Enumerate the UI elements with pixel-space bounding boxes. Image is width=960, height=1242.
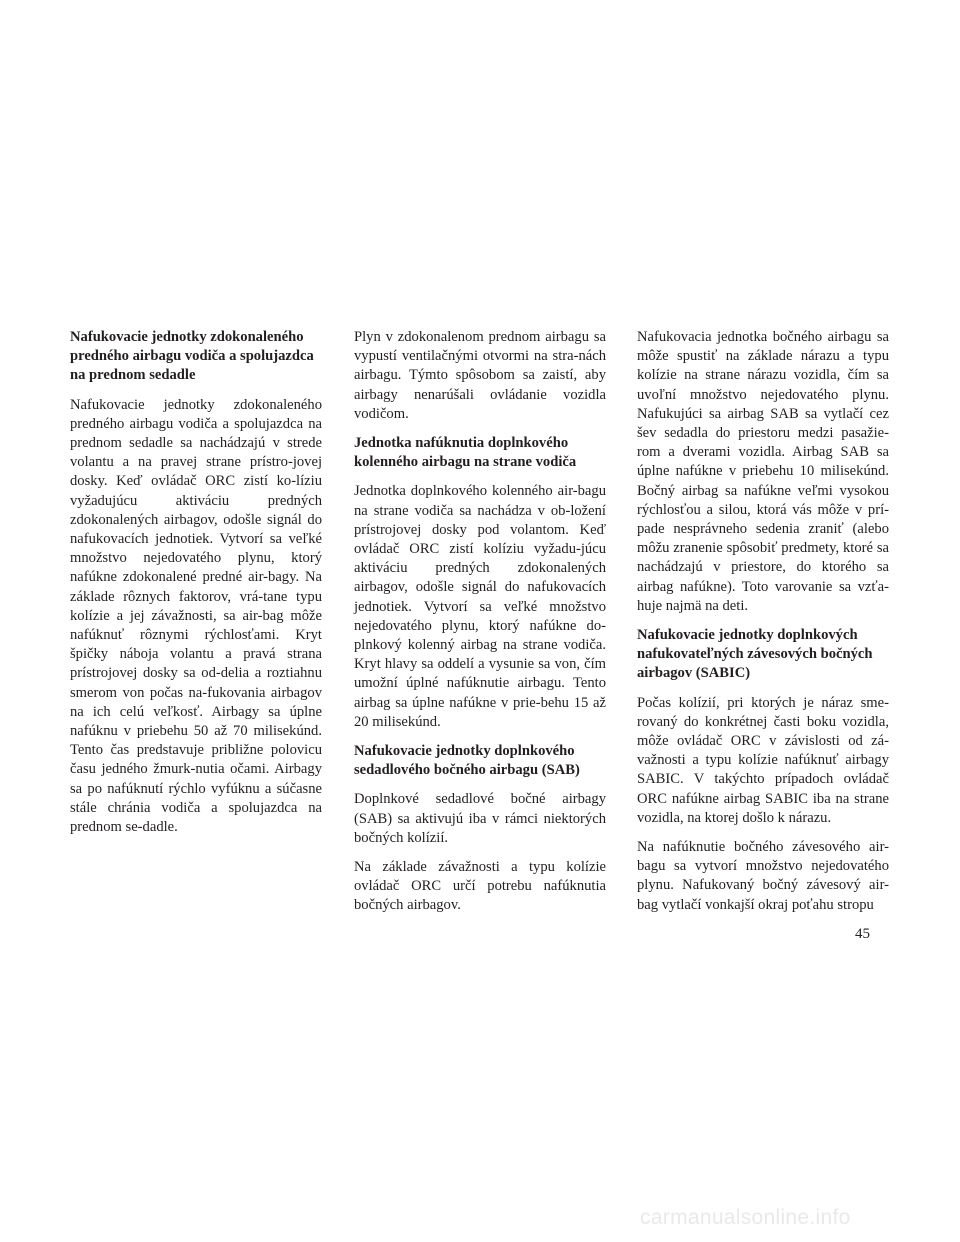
body-paragraph: Na nafúknutie bočného závesového air-bagu sa vytvorí množstvo nejedovatého plynu. Nafukovaný bočný závesový air-bag vytlačí vonkajší okraj poťahu stropu bbox=[637, 839, 889, 913]
body-paragraph: Doplnkové sedadlové bočné airbagy (SAB) sa aktivujú iba v rámci niektorých bočných kolízií. bbox=[354, 791, 606, 846]
section-heading: Nafukovacie jednotky doplnkového sedadlového bočného airbagu (SAB) bbox=[354, 743, 580, 779]
text-column-1 bbox=[70, 328, 322, 847]
body-paragraph: Nafukovacia jednotka bočného airbagu sa môže spustiť na základe nárazu a typu kolízie na strane nárazu vozidla, čím sa uvoľní množstvo nejedovatého plynu. Nafukujúci sa airbag SAB sa vytlačí cez šev sedadla do priestoru medzi pasažie-rom a dverami vozidla. Airbag SAB sa úplne nafúkne v priebehu 10 milisekúnd. Bočný airbag sa nafúkne veľmi vysokou rýchlosťou a silou, ktorá vás môže v prí-pade nesprávneho sedenia zraniť (alebo môžu zranenie spôsobiť predmety, ktoré sa nachádzajú v priestore, do ktorého sa airbag nafúkne). Toto varovanie sa vzťa-huje najmä na deti. bbox=[637, 329, 889, 614]
page-number: 45 bbox=[855, 926, 870, 942]
body-paragraph: Na základe závažnosti a typu kolízie ovládač ORC určí potrebu nafúknutia bočných airbagov. bbox=[354, 859, 606, 914]
section-heading: Jednotka nafúknutia doplnkového kolenného airbagu na strane vodiča bbox=[354, 435, 577, 471]
section-heading: Nafukovacie jednotky zdokonaleného predného airbagu vodiča a spolujazdca na prednom sedadle bbox=[70, 329, 314, 384]
text-column-3 bbox=[637, 328, 889, 925]
text-column-2 bbox=[354, 328, 606, 926]
body-paragraph: Jednotka doplnkového kolenného air-bagu na strane vodiča sa nachádza v ob-ložení prístrojovej dosky pod volantom. Keď ovládač ORC zistí kolíziu vyžadu-júcu aktiváciu predných zdokonalených airbagov, odošle signál do nafukovacích jednotiek. Vytvorí sa veľké množstvo nejedovatého plynu, ktorý nafúkne do-plnkový kolenný airbag na strane vodiča. Kryt hlavy sa oddelí a vysunie sa von, čím umožní úplné nafúknutie airbagu. Tento airbag sa úplne nafúkne v prie-behu 15 až 20 milisekúnd. bbox=[354, 483, 606, 730]
body-paragraph: Plyn v zdokonalenom prednom airbagu sa vypustí ventilačnými otvormi na stra-nách airbagu. Týmto spôsobom sa zaistí, aby airbagy nenarúšali ovládanie vozidla vodičom. bbox=[354, 329, 606, 422]
section-heading: Nafukovacie jednotky doplnkových nafukovateľných závesových bočných airbagov (SABIC) bbox=[637, 627, 873, 682]
watermark-text: carmanualsonline.info bbox=[640, 1206, 851, 1229]
body-paragraph: Počas kolízií, pri ktorých je náraz sme-rovaný do konkrétnej časti boku vozidla, môže ovládač ORC v závislosti od zá-važnosti a typu kolízie nafúknuť airbagy SABIC. V takýchto prípadoch ovládač ORC nafúkne airbag SABIC iba na strane vozidla, na ktorej došlo k nárazu. bbox=[637, 694, 889, 826]
body-paragraph: Nafukovacie jednotky zdokonaleného predného airbagu vodiča a spolujazdca na prednom sedadle sa nachádzajú v strede volantu a na pravej strane prístro-jovej dosky. Keď ovládač ORC zistí ko-líziu vyžadujúcu aktiváciu predných zdokonalených airbagov, odošle signál do nafukovacích jednotiek. Vytvorí sa veľké množstvo nejedovatého plynu, ktorý nafúkne zdokonalené predné air-bagy. Na základe rôznych faktorov, vrá-tane typu kolízie a jej závažnosti, sa air-bag môže nafúknuť rôznymi rýchlosťami. Kryt špičky náboja volantu a pravá strana prístrojovej dosky sa od-delia a roztiahnu smerom von počas na-fukovania airbagov na ich celú veľkosť. Airbagy sa úplne nafúknu v priebehu 50 až 70 milisekúnd. Tento čas predstavuje približne polovicu času jedného žmurk-nutia očami. Airbagy sa po nafúknutí rýchlo vyfúknu a súčasne stále chránia vodiča a spolujazdca na prednom se-dadle. bbox=[70, 396, 322, 836]
